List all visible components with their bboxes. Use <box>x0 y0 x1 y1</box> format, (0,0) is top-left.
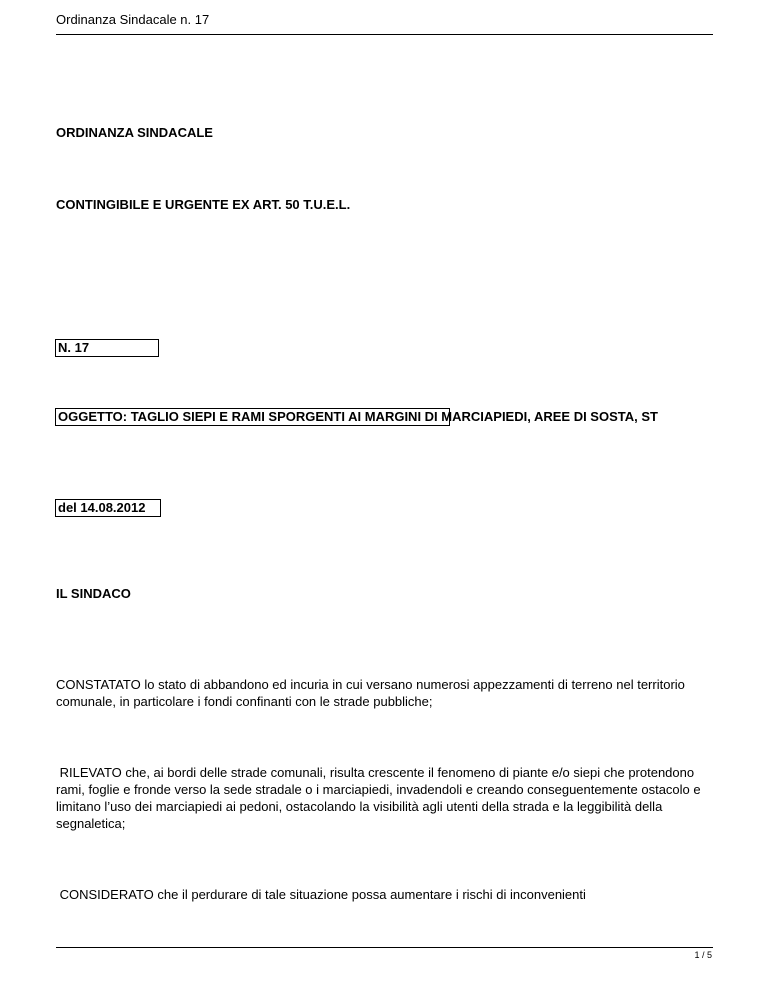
paragraph-constatato: CONSTATATO lo stato di abbandono ed incuria in cui versano numerosi appezzamenti di terreno nel territorio comunale, in particolare i fondi confinanti con le strade pubbliche; <box>56 677 685 709</box>
running-header-title: Ordinanza Sindacale n. 17 <box>56 12 210 27</box>
document-subheading: CONTINGIBILE E URGENTE EX ART. 50 T.U.E.L. <box>56 197 351 212</box>
ordinance-number: N. 17 <box>58 340 90 355</box>
header-divider <box>56 34 713 35</box>
paragraph-considerato: CONSIDERATO che il perdurare di tale situazione possa aumentare i rischi di inconvenienti <box>56 887 586 902</box>
page-number: 1 / 5 <box>694 950 712 960</box>
document-heading: ORDINANZA SINDACALE <box>56 125 213 140</box>
ordinance-subject: OGGETTO: TAGLIO SIEPI E RAMI SPORGENTI AI MARGINI DI MARCIAPIEDI, AREE DI SOSTA, ST <box>58 409 658 424</box>
authority-heading: IL SINDACO <box>56 586 131 601</box>
footer-divider <box>56 947 713 948</box>
paragraph-rilevato: RILEVATO che, ai bordi delle strade comunali, risulta crescente il fenomeno di piante e/o siepi che protendono rami, foglie e fronde verso la sede stradale o i marciapiedi, invadendoli e creando conseguentemente ostacolo e limitano l’uso dei marciapiedi ai pedoni, ostacolando la visibilità agli utenti della strada e la leggibilità della segnaletica; <box>56 765 705 831</box>
ordinance-date: del 14.08.2012 <box>58 500 146 515</box>
